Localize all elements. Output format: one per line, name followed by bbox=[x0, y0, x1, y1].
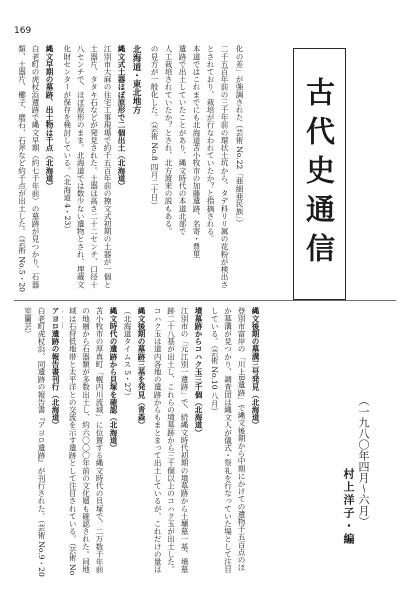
entry-1-body: 江別市大麻の住宅工事現場で約千五百年前の擦文式初期の土器が一個と土器片、タタキ石などが発見された。土器は高さ二十二センチ、口径十八センチで、ほぼ原形のまま。北海道では数少ない遺物とされ、埋蔵文化財センターが保存を検討している。（北海道 4・23） bbox=[62, 45, 112, 289]
upper-text-col-1: 化の差」が強調された（芸術 No.22「亜細亜民族」） bbox=[235, 45, 244, 227]
entry-4-title: 縄文後期の墓溝三号発見（北海道） bbox=[251, 307, 260, 429]
page-number: 169 bbox=[14, 26, 32, 36]
title-box bbox=[293, 48, 346, 300]
section-heading: 北海道・東北地方 bbox=[131, 45, 141, 114]
upper-text-col-6: 人工栽培されていたか？とされ、北方渡来の説もある。 bbox=[164, 45, 173, 235]
period-note: （一九八〇年四月〜六月） bbox=[357, 395, 370, 527]
entry-5-body: 江別市の「元江別一遺跡」で、続縄文時代初期の墳墓跡から土壙墓一基、墳墓跡二十八基が出土し、これらの墳墓跡から三千個以上のコハク玉が出土した。コハク玉は道内各地の遺跡からもまとまって出土しているが、これだけの量は bbox=[153, 307, 189, 573]
entry-7-body: 苫小牧市の厚真町「幌内川流域」に位置する縄文時代の貝塚で、二万数千年前の地層から石器類が多数出土し、約六〇〇〇年前の文化層も確認された。同地域は石狩低地帯と太平洋との交流を示す遺跡として注目されている。（芸術 No bbox=[68, 307, 104, 576]
entry-2-body: 白老町の虎杖浜遺跡で縄文早期（約七千年前）の墓跡が見つかり、石器類、土器片、櫛子、磨石、石斧など約千点が出土した。（芸術 No.5・20 bbox=[17, 45, 40, 293]
entry-7-title: 縄文時代の遺跡から貝塚を確認（北海道） bbox=[109, 307, 118, 452]
author-credit: 村上洋子・編 bbox=[342, 468, 355, 546]
entry-6-body: （北海道タイムス 5・27） bbox=[123, 307, 132, 400]
entry-8-body: 白老町虎杖浜、同遺跡の報告書『アヨロ遺跡』が刊行された。（芸術 No.9・20 室蘭芸） bbox=[23, 307, 46, 577]
document-title: 古代史通信 bbox=[302, 76, 336, 272]
upper-text-col-3: とされており、栽培が行なわれていたか？と指摘される。 bbox=[206, 45, 215, 243]
upper-text-col-5: 遺跡で出土していたことがあり、縄文時代の本道北部で bbox=[178, 45, 187, 235]
entry-4-body: 登別市富岸の「川上B遺跡」で縄文後期から中期にかけての遺物千五百点のほか墓溝が見つかり、調査団は縄文人が儀式・祭礼を行なっていた場として注目している。（芸術 No.10 八月） bbox=[210, 307, 246, 573]
entry-8-title: アヨロ遺跡の報告書刊行（北海道） bbox=[51, 307, 60, 429]
upper-text-col-2: 二千五百年前の三千年前の環状土坑から、タデ科リリ属の花粉が検出さ bbox=[220, 45, 229, 289]
entry-1-title: 縄文式土器ほぼ原形で二個出土（北海道） bbox=[117, 45, 126, 190]
upper-text-col-7: の見方が一般化した。（芸術 No.8 四月二十日） bbox=[150, 45, 159, 209]
upper-text-col-4: 本道ではこれまでにも北海道苫小牧市の加藤遺跡、名寄・豊里 bbox=[192, 45, 201, 258]
entry-5-title: 墳墓跡からコハク玉三千個（北海道） bbox=[194, 307, 203, 437]
entry-6-title: 縄文後期の墓跡三基を発見（青森） bbox=[137, 307, 146, 429]
entry-2-title: 縄文早期の墓跡、出土物は千点（北海道） bbox=[45, 45, 54, 190]
horizontal-rule-top bbox=[14, 300, 396, 301]
